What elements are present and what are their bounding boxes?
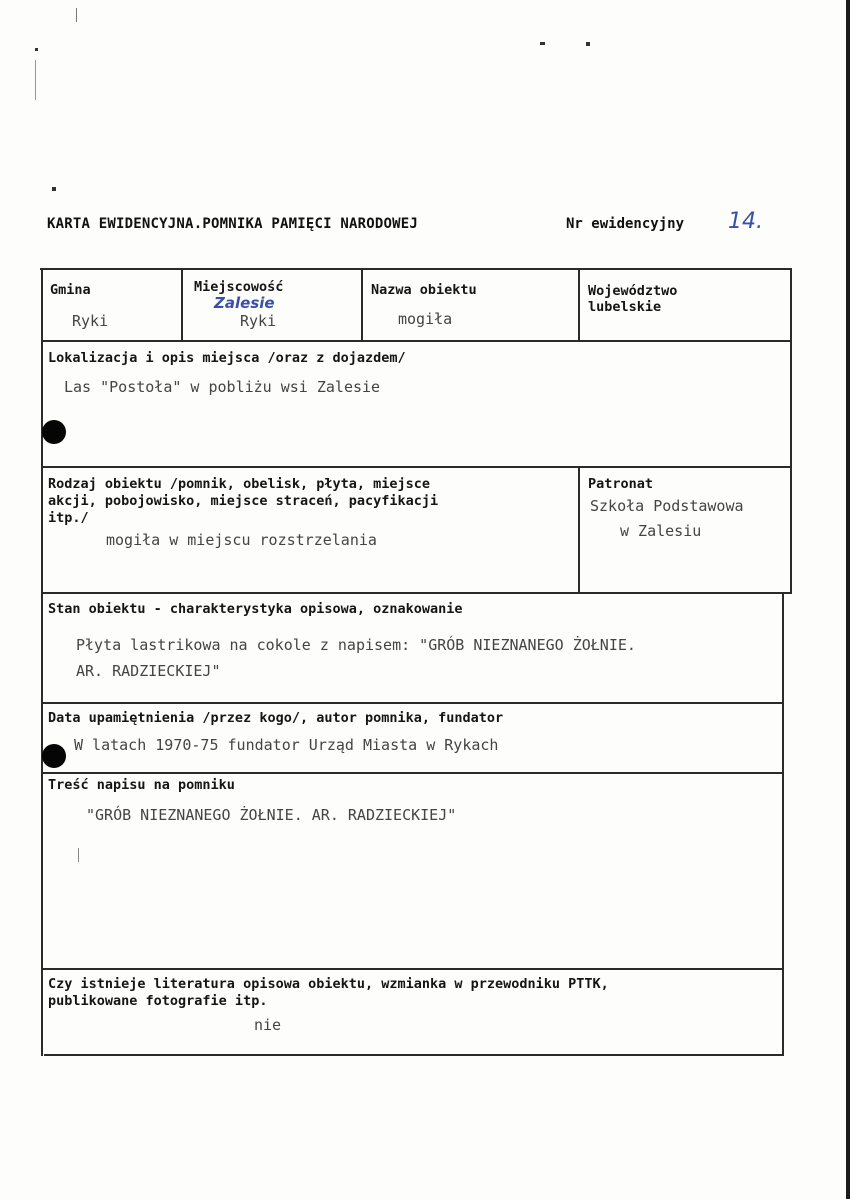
column-divider: [578, 268, 580, 341]
column-divider: [578, 466, 580, 593]
table-right-border: [790, 268, 792, 594]
punch-hole: [42, 420, 66, 444]
speck: [52, 187, 56, 191]
lokalizacja-label: Lokalizacja i opis miejsca /oraz z dojazdem/: [48, 350, 406, 366]
stan-value-line2: AR. RADZIECKIEJ": [76, 662, 221, 680]
wojewodztwo-value: lubelskie: [588, 299, 662, 315]
rodzaj-label-line2: akcji, pobojowisko, miejsce straceń, pacyfikacji: [48, 493, 439, 509]
rodzaj-label-line3: itp./: [48, 510, 89, 526]
nazwa-obiektu-label: Nazwa obiektu: [371, 282, 477, 298]
row-divider: [42, 968, 784, 970]
document-title: KARTA EWIDENCYJNA.POMNIKA PAMIĘCI NARODOWEJ: [47, 216, 419, 232]
gmina-value: Ryki: [72, 312, 109, 330]
row-divider: [42, 592, 792, 594]
speck: [76, 8, 77, 22]
speck: [35, 48, 38, 51]
table-bottom-border: [44, 1054, 784, 1056]
nr-ewidencyjny-label: Nr ewidencyjny: [566, 216, 685, 232]
gmina-label: Gmina: [50, 282, 91, 298]
table-left-border: [41, 268, 43, 1056]
patronat-value-line2: w Zalesiu: [620, 522, 702, 540]
miejscowosc-value: Ryki: [240, 312, 277, 330]
speck: [540, 42, 545, 45]
data-upamietnienia-value: W latach 1970-75 fundator Urząd Miasta w Rykach: [74, 736, 499, 754]
nazwa-obiektu-value: mogiła: [398, 310, 453, 328]
row-divider: [42, 340, 792, 342]
nr-ewidencyjny-value: 14.: [728, 209, 763, 234]
stan-label: Stan obiektu - charakterystyka opisowa, oznakowanie: [48, 601, 463, 617]
speck: [35, 60, 36, 100]
row-divider: [42, 466, 792, 468]
column-divider: [181, 268, 183, 341]
miejscowosc-label: Miejscowość: [194, 279, 284, 295]
tresc-napisu-value: "GRÓB NIEZNANEGO ŻOŁNIE. AR. RADZIECKIEJ": [86, 806, 457, 824]
lokalizacja-value: Las "Postoła" w pobliżu wsi Zalesie: [64, 378, 381, 396]
tresc-napisu-label: Treść napisu na pomniku: [48, 777, 235, 793]
table-top-border: [40, 268, 792, 270]
data-upamietnienia-label: Data upamiętnienia /przez kogo/, autor pomnika, fundator: [48, 710, 504, 726]
row-divider: [42, 772, 784, 774]
wojewodztwo-label: Województwo: [588, 283, 678, 299]
column-divider: [361, 268, 363, 341]
speck: [586, 42, 590, 46]
punch-hole: [42, 744, 66, 768]
stan-value-line1: Płyta lastrikowa na cokole z napisem: "GRÓB NIEZNANEGO ŻOŁNIE.: [76, 636, 636, 654]
rodzaj-label-line1: Rodzaj obiektu /pomnik, obelisk, płyta, miejsce: [48, 476, 431, 492]
row-divider: [42, 702, 784, 704]
speck: [78, 848, 79, 862]
literatura-label-line2: publikowane fotografie itp.: [48, 993, 268, 1009]
patronat-label: Patronat: [588, 476, 654, 492]
rodzaj-value: mogiła w miejscu rozstrzelania: [106, 531, 377, 549]
literatura-value: nie: [254, 1016, 282, 1034]
miejscowosc-handwritten: Zalesie: [214, 294, 275, 312]
table-right-border: [782, 592, 784, 1056]
literatura-label-line1: Czy istnieje literatura opisowa obiektu, wzmianka w przewodniku PTTK,: [48, 976, 609, 992]
patronat-value-line1: Szkoła Podstawowa: [590, 497, 744, 515]
